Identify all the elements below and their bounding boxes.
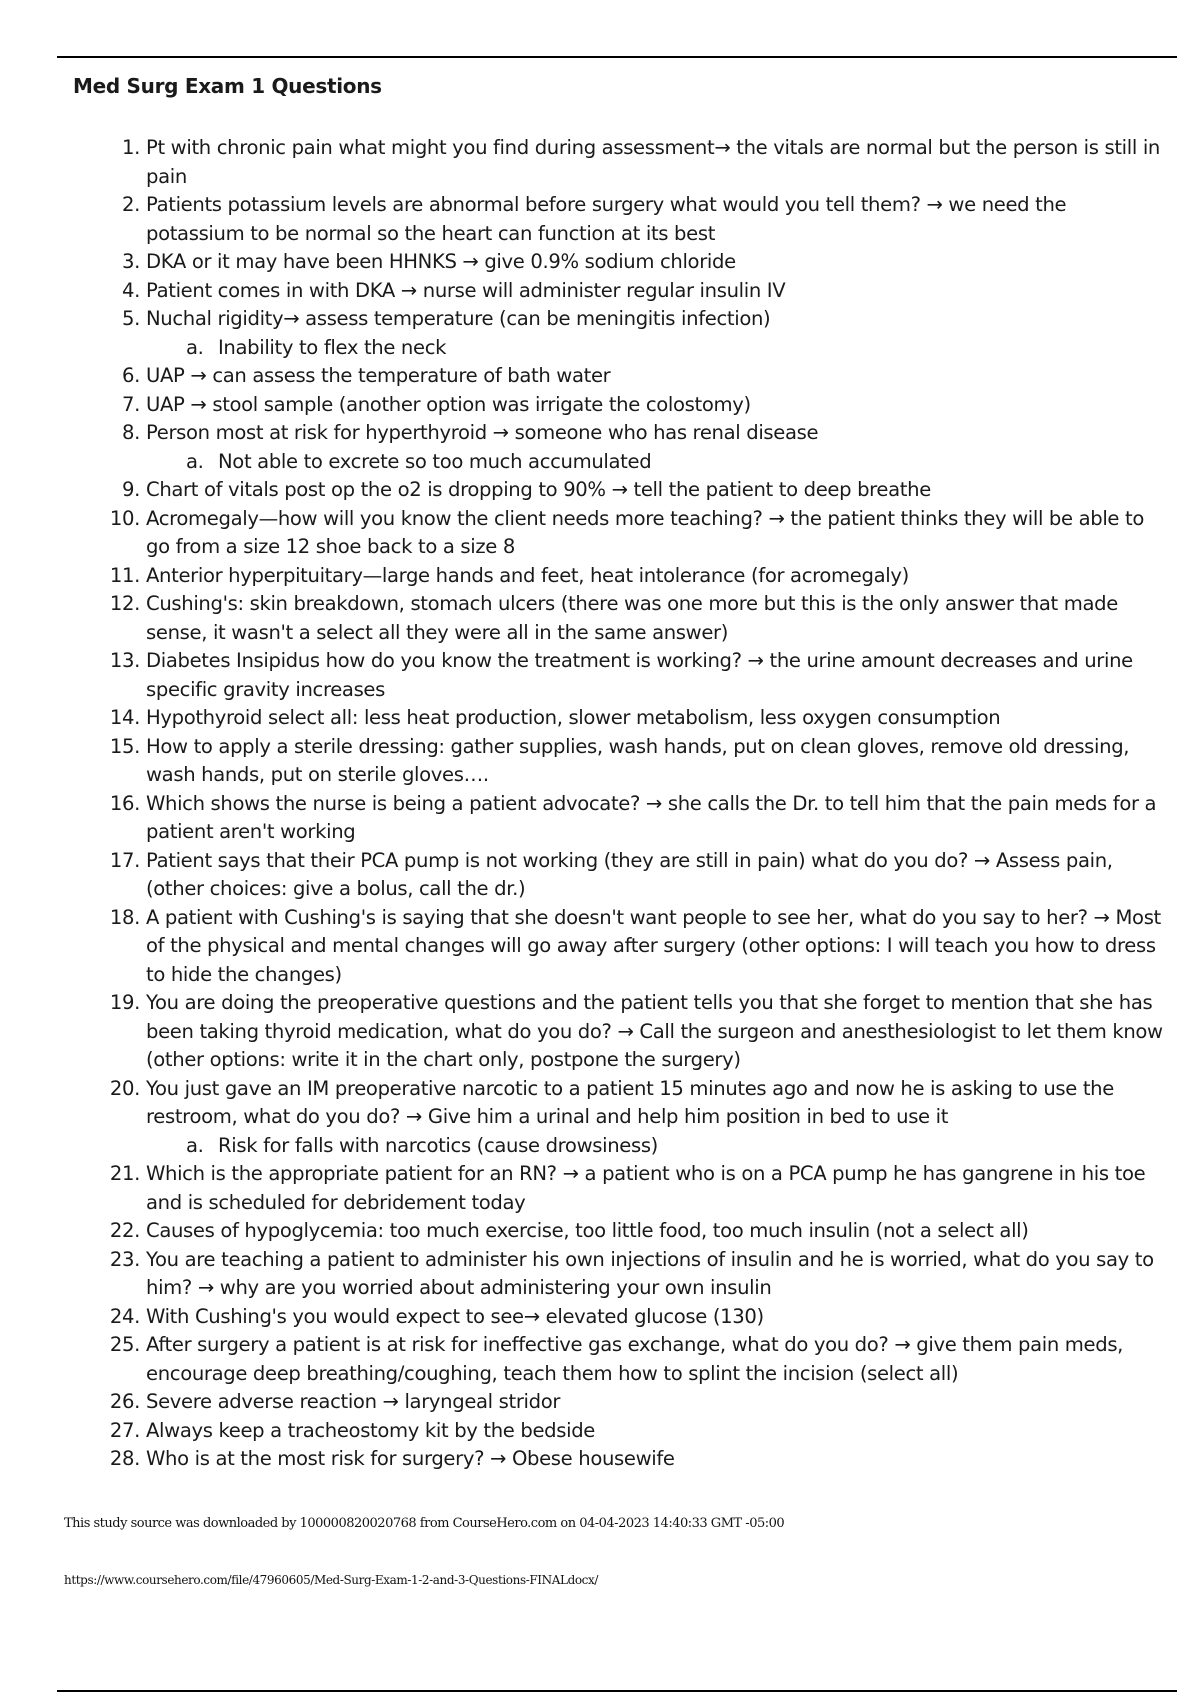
question-number: 27. (109, 1418, 140, 1442)
question-text: You are doing the preoperative questions and the patient tells you that she forget to mention that she has been taking thyroid medication, what do you do? → Call the surgeon and anesthesiologist to let them know (other options: write it in the chart only, postpone the surgery) (146, 991, 1163, 1071)
question-text: Person most at risk for hyperthyroid → someone who has renal disease (146, 421, 819, 444)
question-number: 12. (109, 592, 140, 615)
question-text: Patient says that their PCA pump is not working (they are still in pain) what do you do? → Assess pain, (other choices: give a bolus, call the dr.) (146, 848, 1113, 900)
question-text: Chart of vitals post op the o2 is dropping to 90% → tell the patient to deep breathe (146, 478, 931, 501)
question-number: 22. (109, 1219, 140, 1242)
question-item (100, 1160, 1166, 1217)
question-item (100, 362, 1166, 391)
sub-item-text: Risk for falls with narcotics (cause drowsiness) (218, 1133, 658, 1157)
question-item (100, 1445, 1166, 1474)
source-notice: This study source was downloaded by 100000820020768 from CourseHero.com on 04-04-2023 14:40:33 GMT -05:00 (64, 1516, 785, 1531)
question-text: Who is at the most risk for surgery? → Obese housewife (146, 1447, 675, 1470)
question-number: 21. (109, 1162, 140, 1185)
question-item (100, 277, 1166, 306)
question-item (100, 647, 1166, 704)
question-item (100, 1075, 1166, 1161)
question-number: 13. (109, 649, 140, 672)
question-item (100, 191, 1166, 248)
sub-item-letter: a. (186, 449, 204, 473)
question-number: 11. (109, 563, 140, 587)
question-list (100, 134, 1166, 1474)
question-number: 28. (109, 1447, 140, 1470)
question-number: 26. (109, 1390, 140, 1413)
question-item (100, 790, 1166, 847)
sub-item-text: Inability to flex the neck (218, 335, 447, 359)
top-divider (57, 56, 1177, 58)
question-number: 14. (109, 706, 140, 729)
question-number: 19. (109, 991, 140, 1014)
question-text: Hypothyroid select all: less heat production, slower metabolism, less oxygen consumption (146, 706, 1001, 729)
question-text: Severe adverse reaction → laryngeal stridor (146, 1390, 561, 1413)
question-number: 3. (122, 250, 140, 273)
question-item (100, 1417, 1166, 1446)
sub-list (146, 334, 1166, 363)
question-item (100, 1217, 1166, 1246)
question-item (100, 989, 1166, 1075)
question-item (100, 1303, 1166, 1332)
question-number: 5. (122, 307, 140, 330)
question-number: 9. (122, 478, 140, 501)
sub-item (146, 448, 1166, 477)
question-item (100, 134, 1166, 191)
question-text: You are teaching a patient to administer his own injections of insulin and he is worried, what do you say to him? → why are you worried about administering your own insulin (146, 1247, 1154, 1299)
question-number: 15. (109, 734, 140, 758)
question-item (100, 305, 1166, 362)
question-item (100, 904, 1166, 990)
sub-list (146, 1132, 1166, 1161)
question-item (100, 248, 1166, 277)
question-text: Always keep a tracheostomy kit by the bedside (146, 1418, 596, 1442)
source-url-link[interactable]: https://www.coursehero.com/file/47960605/Med-Surg-Exam-1-2-and-3-Questions-FINALdocx/ (64, 1573, 599, 1587)
question-number: 1. (122, 136, 140, 159)
page-title: Med Surg Exam 1 Questions (73, 74, 382, 98)
question-text: DKA or it may have been HHNKS → give 0.9% sodium chloride (146, 250, 736, 273)
question-text: Patients potassium levels are abnormal before surgery what would you tell them? → we need the potassium to be normal so the heart can function at its best (146, 193, 1067, 245)
question-item (100, 847, 1166, 904)
question-text: Diabetes Insipidus how do you know the treatment is working? → the urine amount decreases and urine specific gravity increases (146, 649, 1133, 701)
question-text: UAP → can assess the temperature of bath water (146, 364, 611, 387)
sub-item (146, 1132, 1166, 1161)
sub-item-letter: a. (186, 1133, 204, 1157)
question-item (100, 1331, 1166, 1388)
question-number: 25. (109, 1333, 140, 1356)
question-number: 18. (109, 905, 140, 929)
question-text: Causes of hypoglycemia: too much exercise, too little food, too much insulin (not a select all) (146, 1219, 1029, 1242)
question-text: How to apply a sterile dressing: gather supplies, wash hands, put on clean gloves, remove old dressing, wash hands, put on sterile gloves…. (146, 734, 1130, 786)
question-number: 2. (122, 193, 140, 216)
question-number: 20. (109, 1076, 140, 1100)
question-number: 16. (109, 791, 140, 815)
question-text: Which is the appropriate patient for an RN? → a patient who is on a PCA pump he has gangrene in his toe and is scheduled for debridement today (146, 1162, 1146, 1214)
question-text: Which shows the nurse is being a patient advocate? → she calls the Dr. to tell him that the pain meds for a patient aren't working (146, 791, 1157, 843)
question-item (100, 505, 1166, 562)
question-number: 6. (122, 364, 140, 387)
sub-list (146, 448, 1166, 477)
question-text: You just gave an IM preoperative narcotic to a patient 15 minutes ago and now he is asking to use the restroom, what do you do? → Give him a urinal and help him position in bed to use it (146, 1076, 1114, 1128)
question-item (100, 704, 1166, 733)
question-text: Nuchal rigidity→ assess temperature (can be meningitis infection) (146, 307, 771, 330)
question-item (100, 391, 1166, 420)
question-item (100, 1246, 1166, 1303)
question-text: Pt with chronic pain what might you find during assessment→ the vitals are normal but the person is still in pain (146, 136, 1160, 188)
question-item (100, 590, 1166, 647)
question-number: 23. (109, 1247, 140, 1271)
question-text: Anterior hyperpituitary—large hands and feet, heat intolerance (for acromegaly) (146, 563, 909, 587)
question-text: After surgery a patient is at risk for ineffective gas exchange, what do you do? → give them pain meds, encourage deep breathing/coughing, teach them how to splint the incision (select all) (146, 1333, 1124, 1385)
question-item (100, 733, 1166, 790)
question-number: 4. (122, 278, 140, 302)
question-item (100, 419, 1166, 476)
question-item (100, 562, 1166, 591)
question-text: Cushing's: skin breakdown, stomach ulcers (there was one more but this is the only answer that made sense, it wasn't a select all they were all in the same answer) (146, 592, 1118, 644)
question-text: Patient comes in with DKA → nurse will administer regular insulin IV (146, 278, 786, 302)
question-number: 8. (122, 421, 140, 444)
question-item (100, 476, 1166, 505)
sub-item-letter: a. (186, 335, 204, 359)
question-number: 17. (109, 848, 140, 872)
sub-item-text: Not able to excrete so too much accumulated (218, 449, 652, 473)
bottom-divider (57, 1690, 1177, 1692)
question-number: 10. (109, 506, 140, 530)
question-item (100, 1388, 1166, 1417)
question-text: UAP → stool sample (another option was irrigate the colostomy) (146, 392, 751, 416)
sub-item (146, 334, 1166, 363)
question-text: A patient with Cushing's is saying that she doesn't want people to see her, what do you say to her? → Most of the physical and mental changes will go away after surgery (other options: I will teach you how to dress to hide the changes) (146, 905, 1161, 986)
question-number: 7. (122, 392, 140, 416)
question-text: With Cushing's you would expect to see→ elevated glucose (130) (146, 1304, 764, 1328)
question-number: 24. (109, 1304, 140, 1328)
question-text: Acromegaly—how will you know the client needs more teaching? → the patient thinks they will be able to go from a size 12 shoe back to a size 8 (146, 506, 1144, 558)
